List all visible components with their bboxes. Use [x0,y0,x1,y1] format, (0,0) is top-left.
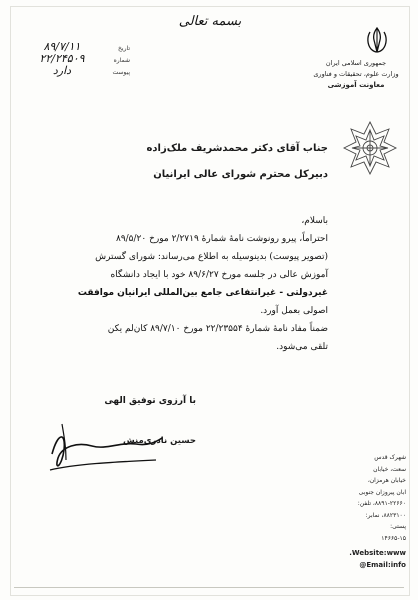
postal-code: ۱۴۶۶۵-۱۵ [381,534,406,542]
ref-attachment-value: دارد [52,64,72,77]
closing-wish: با آرزوی توفیق الهی [104,396,196,406]
arabesque-ornament-icon [342,120,398,176]
body-line: ضمناً مفاد نامهٔ شمارهٔ ۲۲/۲۳۵۵۴ مورخ ۸۹/۷/۱۰ کان‌لم یکن [107,324,328,334]
body-line: (تصویر پیوست) بدینوسیله به اطلاع می‌رساند: شورای گسترش [95,252,328,262]
addressee-name: جناب آقای دکتر محمدشریف ملک‌زاده [146,143,328,154]
basmala-heading: بسمه تعالی [178,14,242,29]
body-line: تلقی می‌شود. [276,342,328,352]
national-emblem-icon [364,26,390,54]
body-line: اصولی بعمل آورد. [260,306,328,316]
ref-number-label: شماره [113,57,130,64]
body-line: احتراماً، پیرو رونوشت نامهٔ شمارهٔ ۲/۲۷۱۹ مورخ ۸۹/۵/۲۰ [115,234,328,244]
address-column [306,452,406,571]
handwritten-signature [44,402,174,482]
ref-date-row [20,40,130,52]
ref-date-label: تاریخ [118,45,130,52]
org-line-country: جمهوری اسلامی ایران [325,59,387,67]
org-line-ministry: وزارت علوم، تحقیقات و فناوری [313,70,399,78]
reference-box [20,40,130,76]
ref-date-value: ۸۹/۷/۱۱ [43,40,81,53]
organization-header [306,58,406,91]
salutation: باسلام، [301,216,328,226]
addressee-block [28,142,328,194]
signer-name: حسین نادری‌منش [122,436,196,446]
address-line: خیابان هرمزان، [367,477,406,484]
phone-line: ۸۸۹۱-۲۲۶۶۰، تلفن: [357,500,406,507]
letter-body [28,212,328,356]
ref-number-value: ۲۲/۲۴۵۰۹ [39,52,85,65]
body-line: آموزش عالی در جلسه مورخ ۸۹/۶/۲۷ خود با ایجاد دانشگاه [110,270,328,280]
addressee-title: دبیرکل محترم شورای عالی ایرانیان [153,169,328,180]
address-line: ابان پیروزان جنوبی [358,488,406,496]
ref-attachment-row [20,64,130,76]
address-line: سعت، خیابان [373,465,406,473]
postal-label: پستی: [390,523,406,530]
ref-attachment-label: پیوست [112,69,130,76]
org-line-deputy: معاونت آموزشی [327,81,385,89]
email-link[interactable]: Email:info@ [359,560,406,569]
website-link[interactable]: Website:www. [349,549,406,557]
ref-number-row [20,52,130,64]
fax-line: ۸۸۲۳۱۰۰، نمابر: [365,511,406,519]
address-line: شهرک قدس [374,454,406,461]
footer-divider [14,587,404,588]
body-line-emphasis: غیردولتی - غیرانتفاعی جامع بین‌المللی ایرانیان موافقت [77,288,328,298]
